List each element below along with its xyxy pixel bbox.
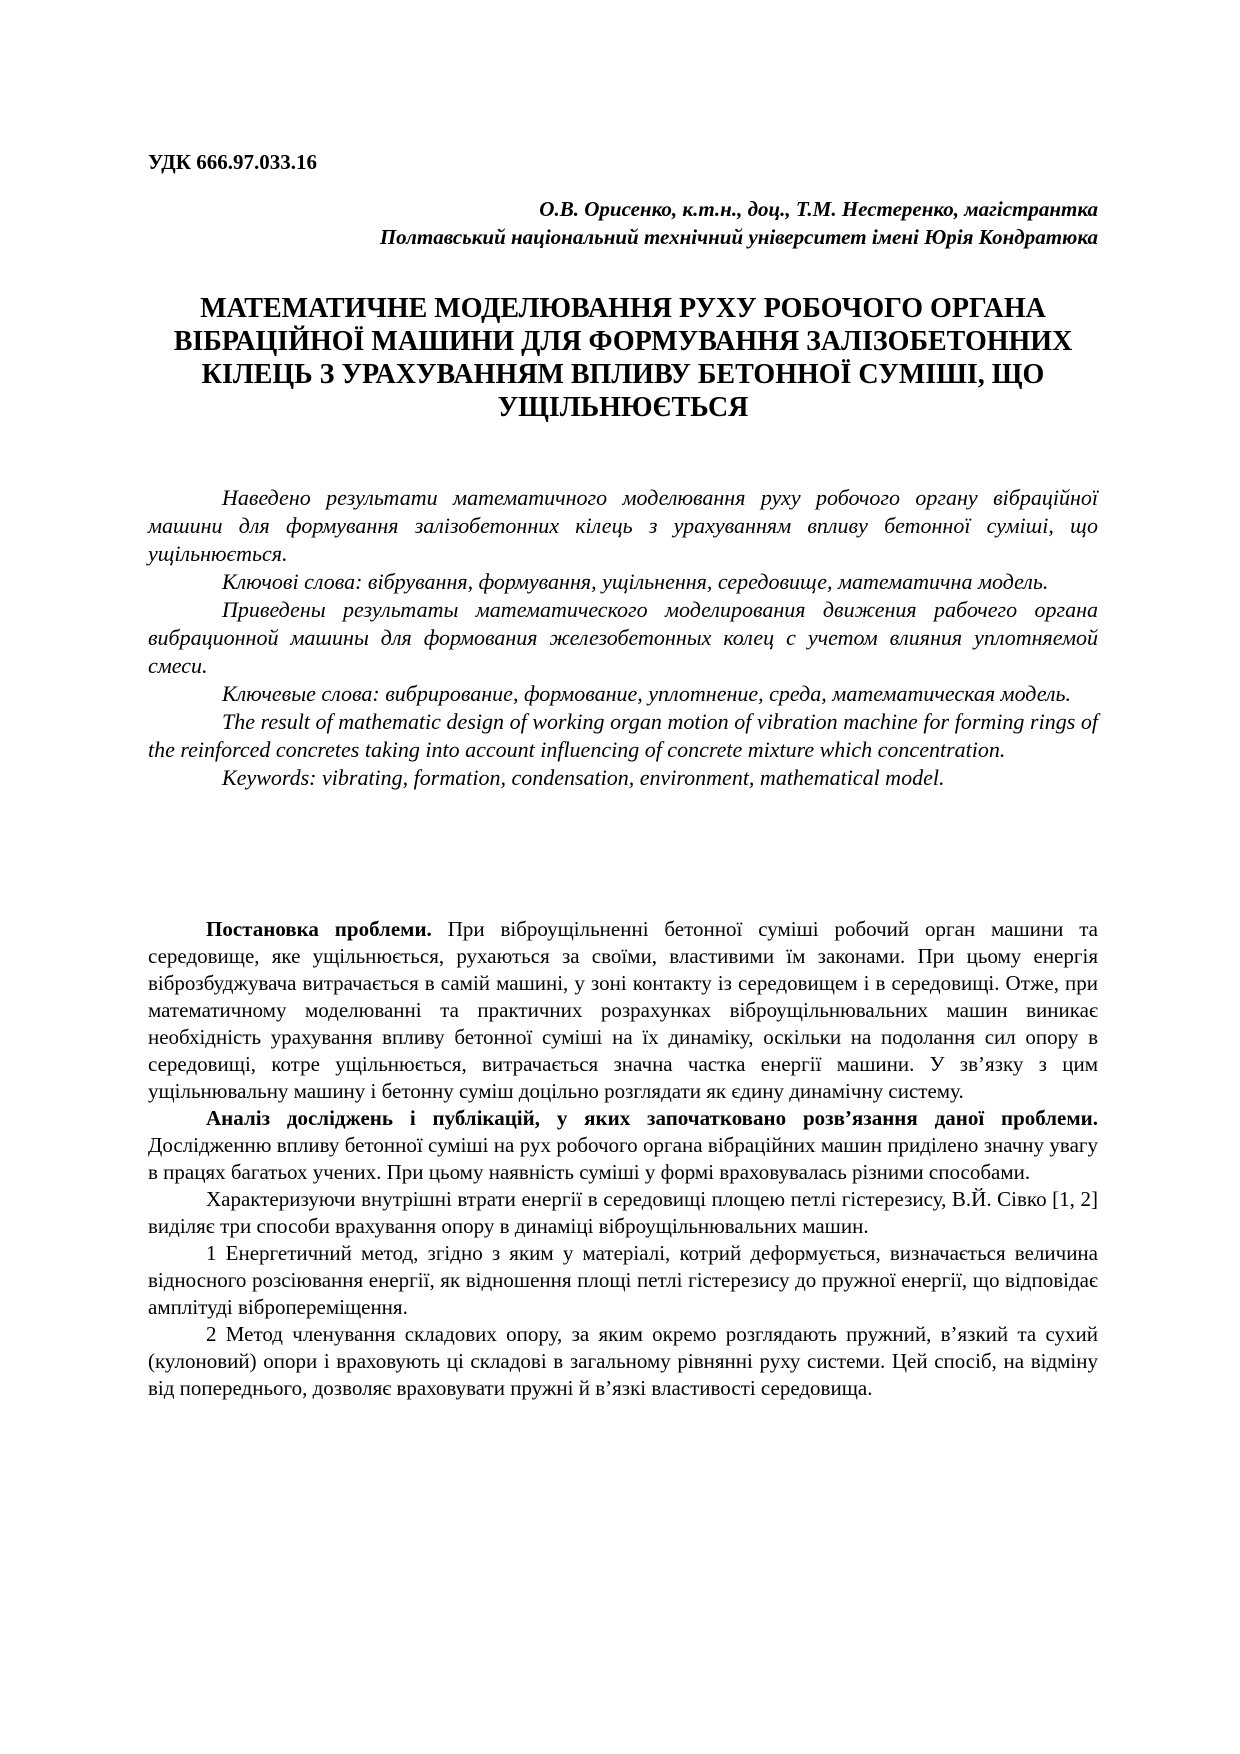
paragraph-problem-statement xyxy=(148,916,1098,1105)
title-line: КІЛЕЦЬ З УРАХУВАННЯМ ВПЛИВУ БЕТОННОЇ СУМІШІ, ЩО xyxy=(201,359,1045,390)
abstract-english: The result of mathematic design of working organ motion of vibration machine for forming rings of the reinforced concretes taking into account influencing of concrete mixture which concentration. xyxy=(148,709,1098,762)
paragraph-method-2: 2 Метод членування складових опору, за яким окремо розглядають пружний, в’язкий та сухий (кулоновий) опори і враховують ці складові в загальному рівнянні руху системи. Цей спосіб, на відміну від попереднього, дозволяє враховувати пружні й в’язкі властивості середовища. xyxy=(148,1322,1098,1400)
authors-names: О.В. Орисенко, к.т.н., доц., Т.М. Нестеренко, магістрантка xyxy=(539,197,1098,221)
section-heading: Аналіз досліджень і публікацій, у яких започатковано розв’язання даної проблеми. xyxy=(206,1106,1098,1130)
article-title xyxy=(148,292,1098,424)
paragraph-method-1: 1 Енергетичний метод, згідно з яким у матеріалі, котрий деформується, визначається величина відносного розсіювання енергії, як відношення площі петлі гістерезису до пружної енергії, що відповідає амплітуді вібропереміщення. xyxy=(148,1241,1098,1319)
section-heading: Постановка проблеми. xyxy=(206,917,432,941)
udk-code: УДК 666.97.033.16 xyxy=(148,150,317,174)
paragraph-literature-review xyxy=(148,1105,1098,1186)
title-line: УЩІЛЬНЮЄТЬСЯ xyxy=(497,392,749,423)
keywords-russian: Ключевые слова: вибрирование, формование, уплотнение, среда, математическая модель. xyxy=(222,681,1072,706)
authors-affiliation: Полтавський національний технічний університет імені Юрія Кондратюка xyxy=(379,225,1098,249)
article-body xyxy=(148,916,1098,1402)
paragraph-energy-losses: Характеризуючи внутрішні втрати енергії в середовищі площею петлі гістерезису, В.Й. Сівко [1, 2] виділяє три способи врахування опору в динаміці віброущільнювальних машин. xyxy=(148,1187,1098,1238)
abstract-ukrainian: Наведено результати математичного моделювання руху робочого органу вібраційної машини для формування залізобетонних кілець з урахуванням впливу бетонної суміші, що ущільнюється. xyxy=(148,485,1098,566)
abstracts-block xyxy=(148,484,1098,792)
title-line: ВІБРАЦІЙНОЇ МАШИНИ ДЛЯ ФОРМУВАННЯ ЗАЛІЗОБЕТОННИХ xyxy=(173,326,1073,357)
paragraph-text: Дослідженню впливу бетонної суміші на рух робочого органа вібраційних машин приділено значну увагу в працях багатьох учених. При цьому наявність суміші у формі враховувалась різними способами. xyxy=(148,1133,1098,1184)
keywords-english: Keywords: vibrating, formation, condensation, environment, mathematical model. xyxy=(222,765,945,790)
paragraph-text: При віброущільненні бетонної суміші робочий орган машини та середовище, яке ущільнюється, рухаються за своїми, властивими їм законами. При цьому енергія віброзбуджувача витрачається в самій машині, у зоні контакту із середовищем і в середовищі. Отже, при математичному моделюванні та практичних розрахунках віброущільнювальних машин виникає необхідність урахування впливу бетонної суміші на їх динаміку, оскільки на подолання сил опору в середовищі, котре ущільнюється, витрачається значна частка енергії машини. У зв’язку з цим ущільнювальну машину і бетонну суміш доцільно розглядати як єдину динамічну систему. xyxy=(148,917,1099,1103)
title-line: МАТЕМАТИЧНЕ МОДЕЛЮВАННЯ РУХУ РОБОЧОГО ОРГАНА xyxy=(200,293,1046,324)
keywords-ukrainian: Ключові слова: вібрування, формування, ущільнення, середовище, математична модель. xyxy=(222,569,1049,594)
authors-block xyxy=(380,195,1098,251)
abstract-russian: Приведены результаты математического моделирования движения рабочего органа вибрационной машины для формования железобетонных колец с учетом влияния уплотняемой смеси. xyxy=(148,597,1098,678)
